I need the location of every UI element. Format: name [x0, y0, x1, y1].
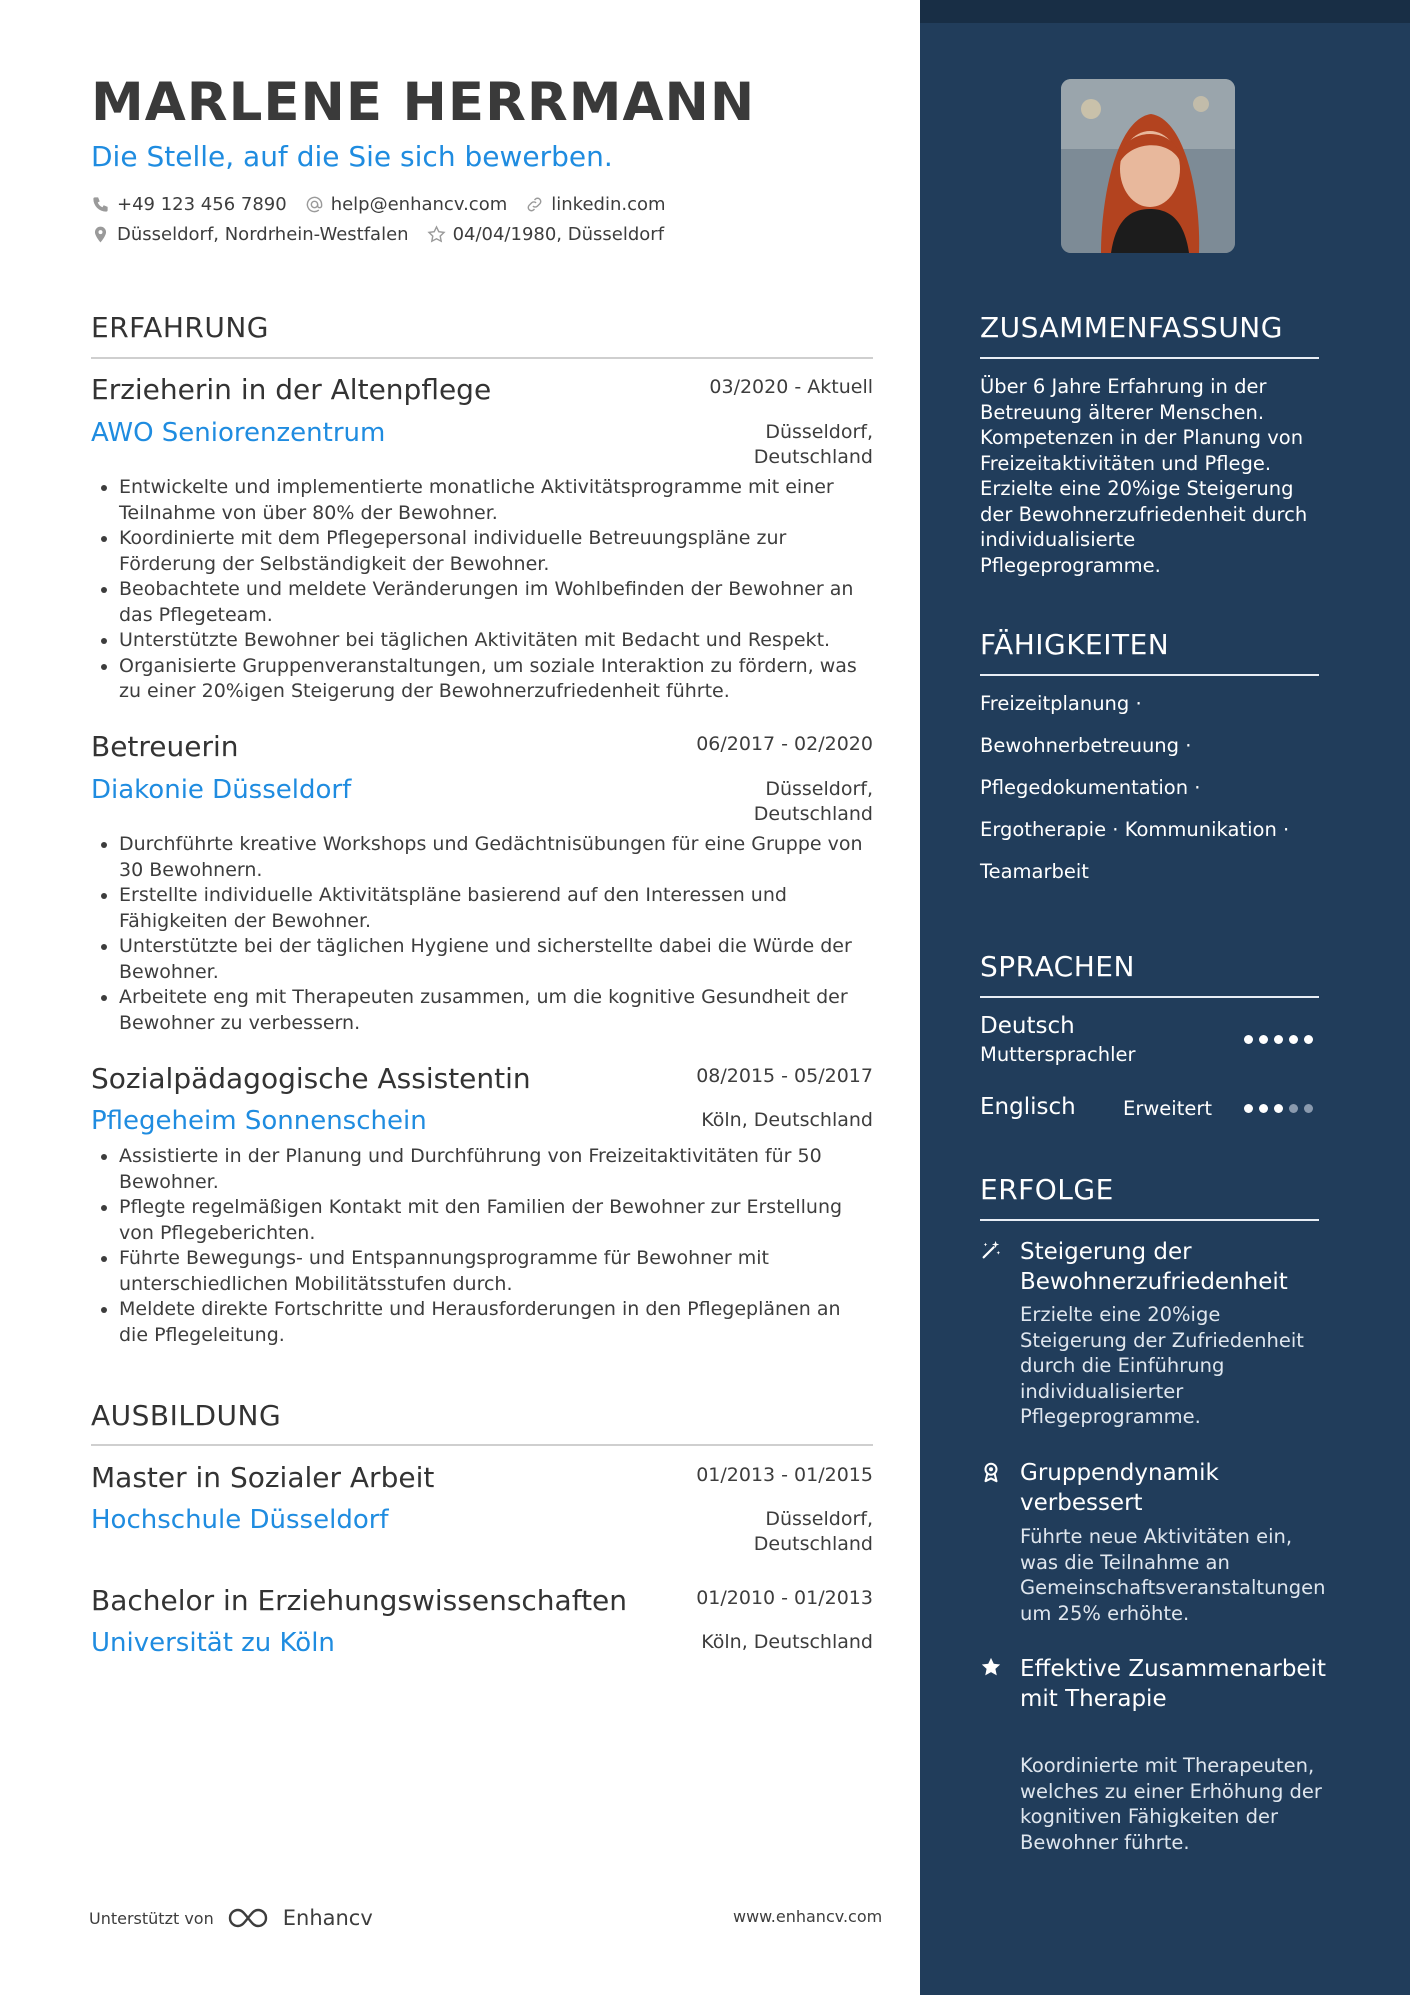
school-location-line-2: Deutschland [753, 1533, 873, 1555]
job-bullet: • Organisierte Gruppenveranstaltungen, um soziale Interaktion zu fördern, was zu einer 20%igen Steigerung der Bewohnerzufriedenheit führte. [119, 654, 873, 705]
rating-dot [1304, 1104, 1313, 1113]
location-pin-icon [91, 225, 110, 244]
skill-item [980, 860, 1089, 883]
job-org: Pflegeheim Sonnenschein [91, 1106, 427, 1136]
language-level: Erweitert [1123, 1097, 1213, 1120]
job-bullet: • Beobachtete und meldete Veränderungen im Wohlbefinden der Bewohner an das Pflegeteam. [119, 577, 873, 628]
rating-dot [1259, 1035, 1268, 1044]
job-bullet: • Unterstützte Bewohner bei täglichen Aktivitäten mit Bedacht und Respekt. [119, 628, 873, 654]
experience-heading: ERFAHRUNG [91, 311, 269, 344]
target-role: Die Stelle, auf die Sie sich bewerben. [91, 140, 613, 173]
email-item[interactable] [305, 194, 508, 215]
link-icon [525, 195, 544, 214]
powered-by-text: Unterstützt von [89, 1908, 214, 1928]
profile-photo [1061, 79, 1235, 253]
linkedin-item[interactable] [525, 194, 665, 215]
job-title: Sozialpädagogische Assistentin [91, 1062, 531, 1095]
job-org: Diakonie Düsseldorf [91, 775, 352, 805]
job-bullet: • Arbeitete eng mit Therapeuten zusammen, um die kognitive Gesundheit der Bewohner zu verbessern. [119, 985, 873, 1036]
job-location [633, 420, 873, 470]
job-bullet: • Meldete direkte Fortschritte und Herausforderungen in den Pflegeplänen an die Pflegeleitung. [119, 1297, 873, 1348]
profile-photo-image [1061, 79, 1235, 253]
rating-dot [1244, 1104, 1253, 1113]
email-text: help@enhancv.com [330, 194, 508, 215]
languages-heading: SPRACHEN [980, 950, 1135, 983]
contact-row-2 [91, 224, 682, 245]
degree-date: 01/2010 - 01/2013 [696, 1587, 873, 1609]
school-location [633, 1507, 873, 1557]
rating-dot [1259, 1104, 1268, 1113]
rating-dot [1289, 1104, 1298, 1113]
skill-label: Ergotherapie [980, 818, 1107, 841]
language-name: Englisch [980, 1094, 1076, 1120]
at-icon [305, 195, 324, 214]
experience-divider [91, 357, 873, 359]
skill-label: Kommunikation [1124, 818, 1277, 841]
job-bullet: • Erstellte individuelle Aktivitätspläne basierend auf den Interessen und Fähigkeiten der Bewohner. [119, 883, 873, 934]
enhancv-brand-text: Enhancv [282, 1906, 373, 1930]
job-location-line-2: Deutschland [753, 446, 873, 468]
job-location-line-1: Köln, Deutschland [701, 1109, 873, 1131]
magic-wand-icon [980, 1239, 1002, 1261]
achievements-heading: ERFOLGE [980, 1173, 1114, 1206]
rating-dot [1289, 1035, 1298, 1044]
enhancv-logo-icon [226, 1906, 274, 1930]
rating-dot [1274, 1104, 1283, 1113]
sidebar-top-band [920, 0, 1410, 23]
achievement-title: Steigerung der Bewohnerzufriedenheit [1020, 1239, 1288, 1295]
degree-date: 01/2013 - 01/2015 [696, 1464, 873, 1486]
achievement-description: Führte neue Aktivitäten ein, was die Teilnahme an Gemeinschaftsveranstaltungen um 25% erhöhte. [1020, 1525, 1326, 1625]
skills-divider [980, 674, 1319, 676]
job-date: 06/2017 - 02/2020 [696, 733, 873, 755]
skill-label: Bewohnerbetreuung [980, 734, 1180, 757]
skill-label: Freizeitplanung [980, 692, 1130, 715]
award-icon [980, 1461, 1002, 1483]
job-location-line-2: Deutschland [753, 803, 873, 825]
achievement-description: Koordinierte mit Therapeuten, welches zu einer Erhöhung der kognitiven Fähigkeiten der Bewohner führte. [1020, 1754, 1322, 1854]
job-location [633, 1108, 873, 1133]
summary-divider [980, 357, 1319, 359]
phone-icon [91, 195, 110, 214]
language-level: Muttersprachler [980, 1043, 1136, 1066]
skill-item: Pflegedokumentation · [980, 776, 1201, 799]
achievements-divider [980, 1219, 1319, 1221]
footer-url[interactable]: www.enhancv.com [733, 1907, 883, 1926]
job-location-line-1: Düsseldorf, [765, 421, 873, 443]
job-bullet: • Assistierte in der Planung und Durchführung von Freizeitaktivitäten für 50 Bewohner. [119, 1144, 873, 1195]
language-name: Deutsch [980, 1013, 1075, 1039]
school-location-line-1: Köln, Deutschland [701, 1631, 873, 1653]
degree-title: Bachelor in Erziehungswissenschaften [91, 1584, 628, 1617]
job-bullet: • Koordinierte mit dem Pflegepersonal individuelle Betreuungspläne zur Förderung der Selbständigkeit der Bewohner. [119, 526, 873, 577]
job-org: AWO Seniorenzentrum [91, 418, 386, 448]
location-text: Düsseldorf, Nordrhein-Westfalen [117, 224, 409, 245]
job-title: Erzieherin in der Altenpflege [91, 373, 492, 406]
job-bullet: • Führte Bewegungs- und Entspannungsprogramme für Bewohner mit unterschiedlichen Mobilitätsstufen durch. [119, 1246, 873, 1297]
job-date: 03/2020 - Aktuell [709, 376, 873, 398]
degree-title: Master in Sozialer Arbeit [91, 1461, 435, 1494]
achievement-description: Erzielte eine 20%ige Steigerung der Zufriedenheit durch die Einführung individualisierter Pflegeprogramme. [1020, 1303, 1304, 1428]
star-outline-icon [427, 225, 446, 244]
achievement-title: Gruppendynamik verbessert [1020, 1460, 1219, 1516]
school-location-line-1: Düsseldorf, [765, 1508, 873, 1530]
language-rating [1238, 1104, 1313, 1113]
skill-label: Pflegedokumentation [980, 776, 1189, 799]
birth-text: 04/04/1980, Düsseldorf [452, 224, 665, 245]
footer-powered-by [89, 1906, 373, 1930]
language-rating [1238, 1035, 1313, 1044]
birth-item [427, 224, 664, 245]
achievement-title: Effektive Zusammenarbeit mit Therapie [1020, 1656, 1326, 1712]
summary-text: Über 6 Jahre Erfahrung in der Betreuung älterer Menschen. Kompetenzen in der Planung von Freizeitaktivitäten und Pflege. Erzielte eine 20%ige Steigerung der Bewohnerzufriedenheit durch individualisierte Pflegeprogramme. [980, 375, 1308, 577]
linkedin-text: linkedin.com [551, 194, 666, 215]
education-heading: AUSBILDUNG [91, 1399, 282, 1432]
languages-divider [980, 996, 1319, 998]
summary-heading: ZUSAMMENFASSUNG [980, 311, 1283, 344]
skills-heading: FÄHIGKEITEN [980, 628, 1170, 661]
contact-row-1 [91, 194, 684, 215]
job-bullets [91, 832, 873, 1036]
job-location [633, 777, 873, 827]
job-bullets [91, 475, 873, 705]
job-bullet: • Unterstützte bei der täglichen Hygiene und sicherstellte dabei die Würde der Bewohner. [119, 934, 873, 985]
job-location-line-1: Düsseldorf, [765, 778, 873, 800]
phone-text: +49 123 456 7890 [117, 194, 287, 215]
school-name: Universität zu Köln [91, 1628, 335, 1658]
location-item [91, 224, 409, 245]
phone-item [91, 194, 287, 215]
skill-item: Freizeitplanung · [980, 692, 1142, 715]
school-name: Hochschule Düsseldorf [91, 1505, 389, 1535]
skill-label: Teamarbeit [980, 860, 1089, 883]
job-bullet: • Pflegte regelmäßigen Kontakt mit den Familien der Bewohner zur Erstellung von Pflegeberichten. [119, 1195, 873, 1246]
job-title: Betreuerin [91, 730, 239, 763]
school-location [633, 1630, 873, 1655]
job-bullet: • Durchführte kreative Workshops und Gedächtnisübungen für eine Gruppe von 30 Bewohnern. [119, 832, 873, 883]
job-date: 08/2015 - 05/2017 [696, 1065, 873, 1087]
skill-item: Ergotherapie · Kommunikation · [980, 818, 1290, 841]
candidate-name: MARLENE HERRMANN [91, 72, 756, 133]
rating-dot [1274, 1035, 1283, 1044]
job-bullets [91, 1144, 873, 1348]
rating-dot [1304, 1035, 1313, 1044]
rating-dot [1244, 1035, 1253, 1044]
education-divider [91, 1444, 873, 1446]
job-bullet: • Entwickelte und implementierte monatliche Aktivitätsprogramme mit einer Teilnahme von über 80% der Bewohner. [119, 475, 873, 526]
skill-item: Bewohnerbetreuung · [980, 734, 1192, 757]
star-icon [980, 1656, 1002, 1678]
